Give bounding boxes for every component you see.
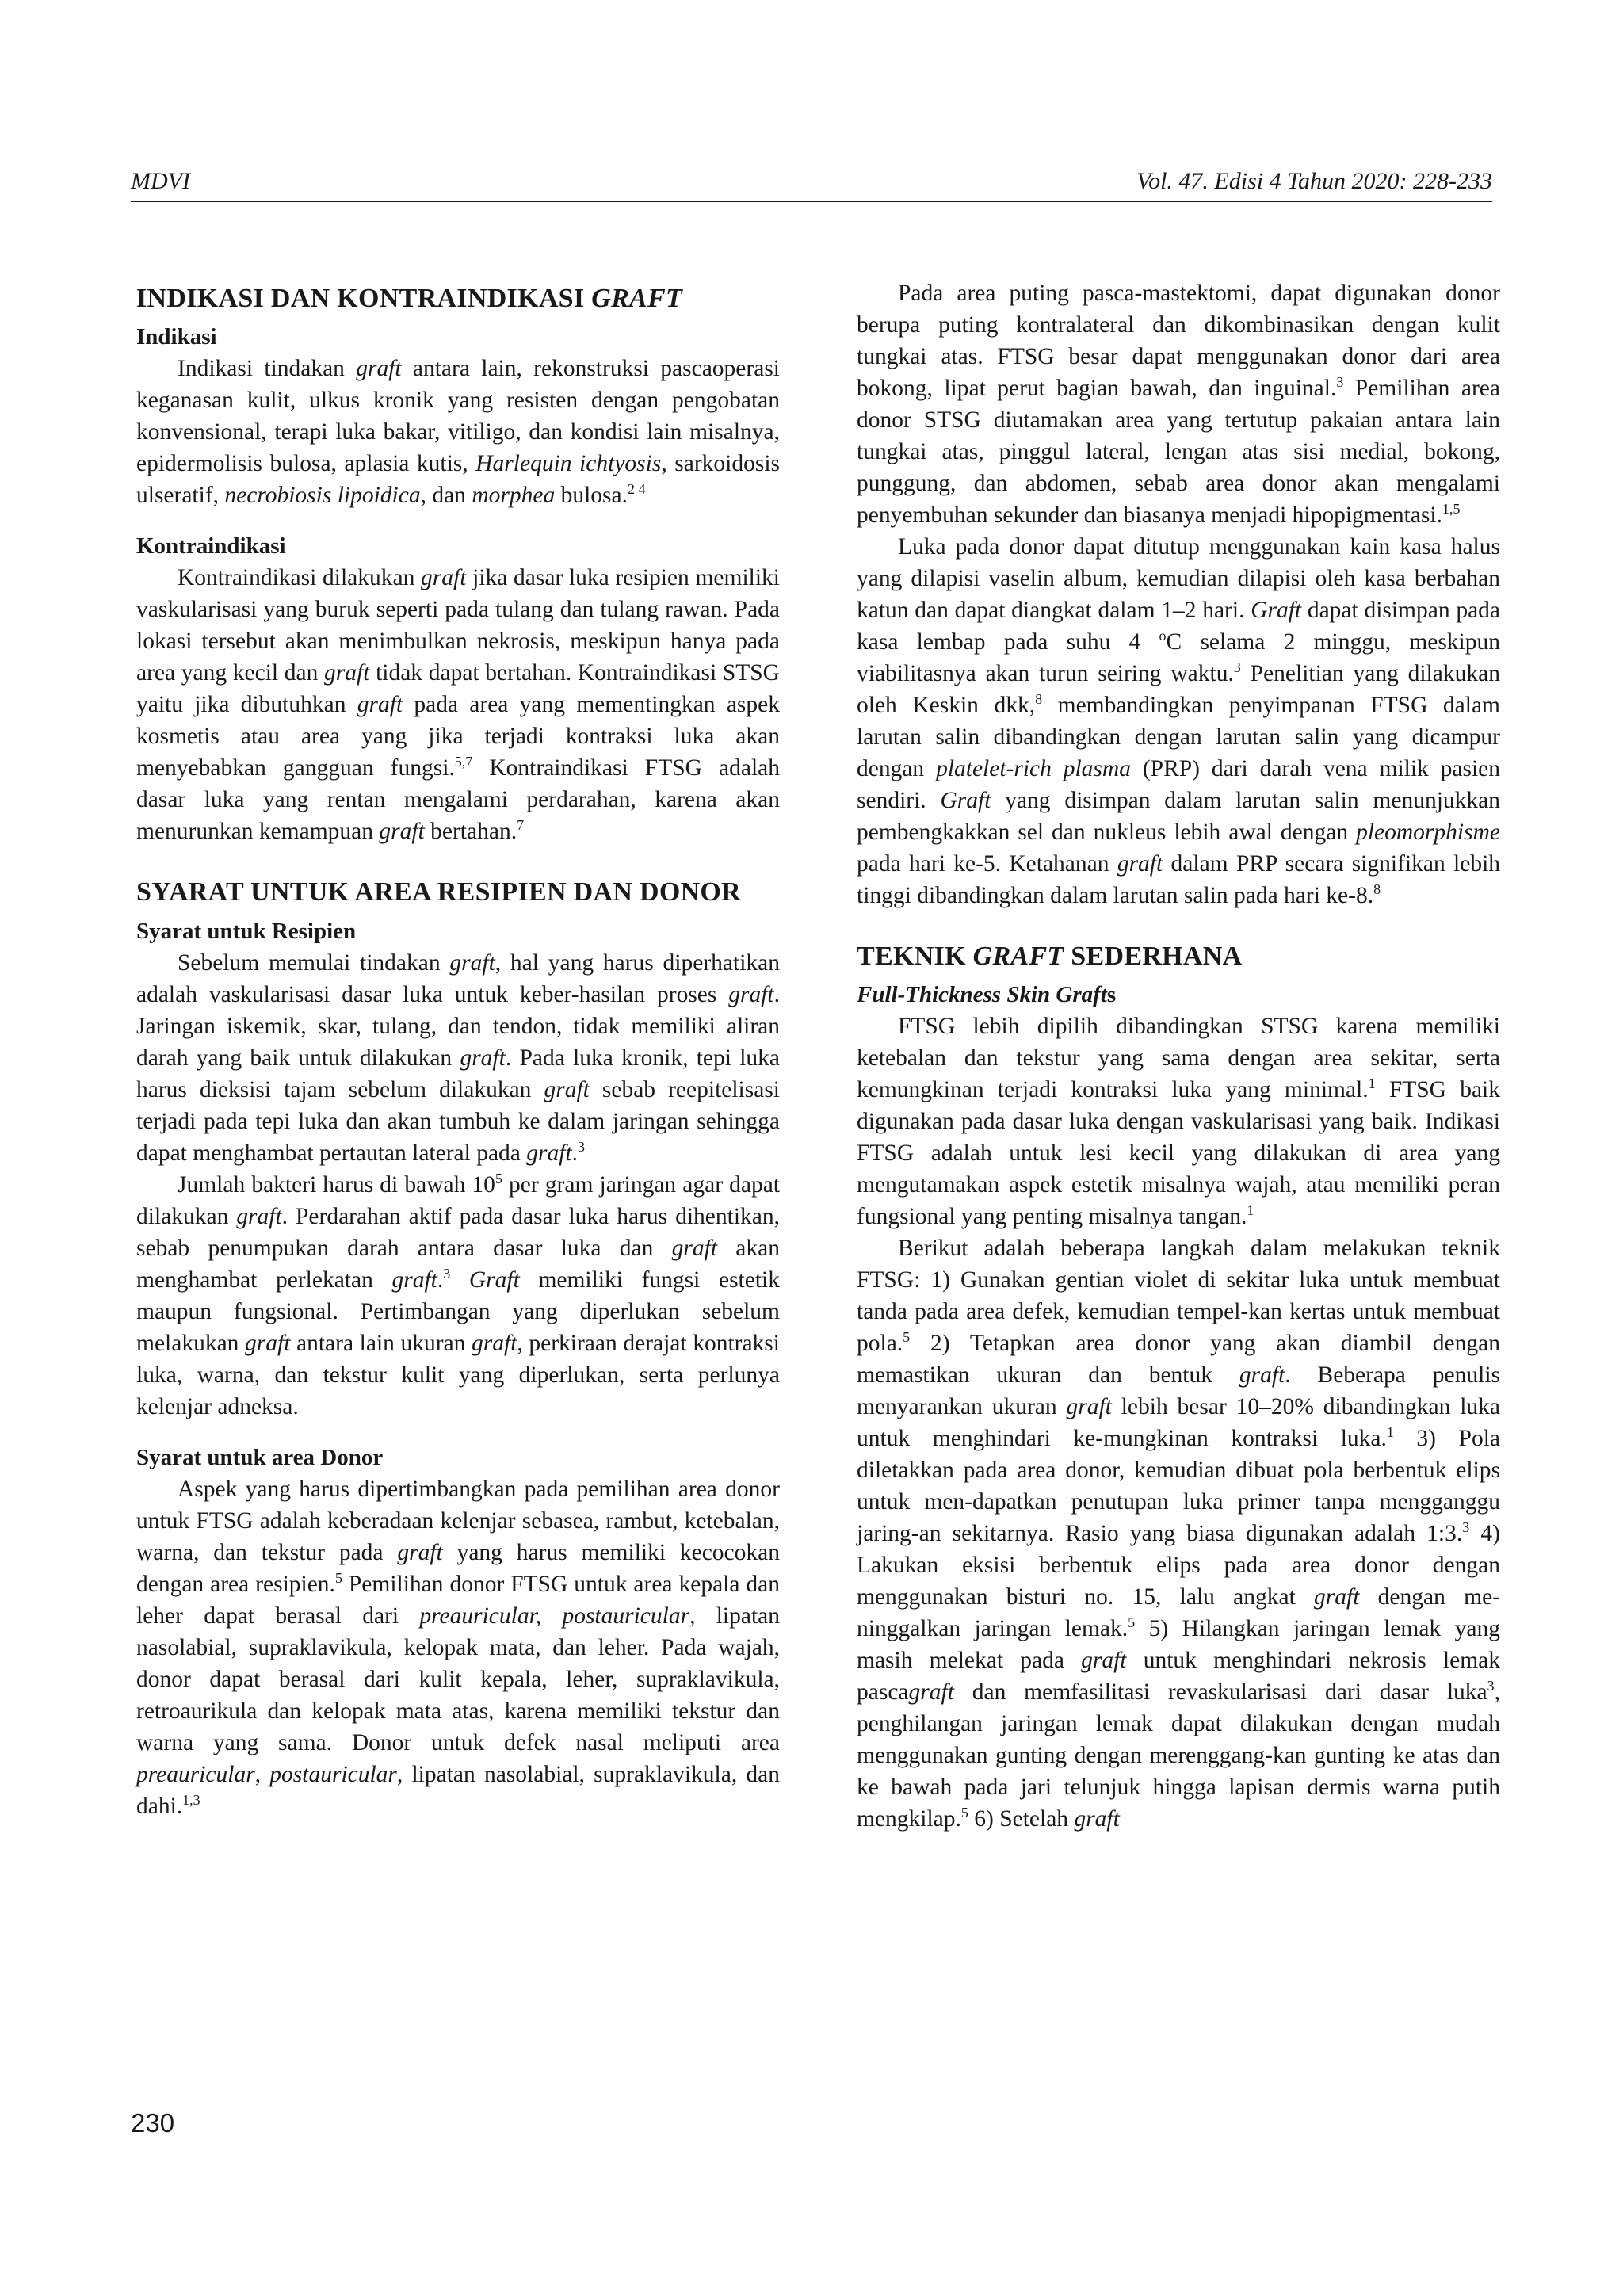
paragraph-donor-care: Luka pada donor dapat ditutup menggunakan kain kasa halus yang dilapisi vaselin album, kemudian dilapisi oleh kasa berbahan katun dan dapat diangkat dalam 1–2 hari. Graft dapat disimpan pada kasa lembap pada suhu 4 $^o$C selama 2 minggu, meskipun viabilitasnya akan turun seiring waktu.$^3$ Penelitian yang dilakukan oleh Keskin dkk,$^8$ membandingkan penyimpanan FTSG dalam larutan salin dibandingkan dengan larutan salin yang dicampur dengan platelet-rich plasma (PRP) dari darah vena milik pasien sendiri. Graft yang disimpan dalam larutan salin menunjukkan pembengkakkan sel dan nukleus lebih awal dengan pleomorphisme pada hari ke-5. Ketahanan graft dalam PRP secara signifikan lebih tinggi dibandingkan dalam larutan salin pada hari ke-8.$^8$ bbox=[857, 534, 1501, 908]
subheading-indikasi: Indikasi bbox=[136, 324, 217, 350]
volume-info: Vol. 47. Edisi 4 Tahun 2020: 228-233 bbox=[1136, 168, 1492, 194]
page-number: 230 bbox=[131, 2108, 175, 2137]
section-title-indikasi: INDIKASI DAN KONTRAINDIKASI GRAFT bbox=[136, 284, 683, 313]
subheading-ftsg: Full-Thickness Skin Grafts bbox=[857, 982, 1117, 1008]
left-column bbox=[136, 282, 780, 1822]
paragraph-resipien-1: Sebelum memulai tindakan graft, hal yang harus diperhatikan adalah vaskularisasi dasar luka untuk keber-hasilan proses graft. Jaringan iskemik, skar, tulang, dan tendon, tidak memiliki aliran darah yang baik untuk dilakukan graft. Pada luka kronik, tepi luka harus dieksisi tajam sebelum dilakukan graft sebab reepitelisasi terjadi pada tepi luka dan akan tumbuh ke dalam jaringan sehingga dapat menghambat pertautan lateral pada graft.$^3$ bbox=[136, 949, 781, 1166]
journal-name: MDVI bbox=[131, 168, 190, 194]
paragraph-resipien-2: Jumlah bakteri harus di bawah $10^5$ per gram jaringan agar dapat dilakukan graft. Perdarahan aktif pada dasar luka harus dihentikan, sebab penumpukan darah antara dasar luka dan graft akan menghambat perlekatan graft.$^3$ Graft memiliki fungsi estetik maupun fungsional. Pertimbangan yang diperlukan sebelum melakukan graft antara lain ukuran graft, perkiraan derajat kontraksi luka, warna, dan tekstur kulit yang diperlukan, serta perlunya kelenjar adneksa. bbox=[136, 1171, 780, 1419]
paragraph-ftsg-steps: Berikut adalah beberapa langkah dalam melakukan teknik FTSG: 1) Gunakan gentian violet di sekitar luka untuk membuat tanda pada area defek, kemudian tempel-kan kertas untuk membuat pola.$^5$ 2) Tetapkan area donor yang akan diambil dengan memastikan ukuran dan bentuk graft. Beberapa penulis menyarankan ukuran graft lebih besar 10–20% dibandingkan luka untuk menghindari ke-mungkinan kontraksi luka.$^1$ 3) Pola diletakkan pada area donor, kemudian dibuat pola berbentuk elips untuk men-dapatkan penutupan luka primer tanpa mengganggu jaring-an sekitarnya. Rasio yang biasa digunakan adalah 1:3.$^3$ 4) Lakukan eksisi berbentuk elips pada area donor dengan menggunakan bisturi no. 15, lalu angkat graft dengan me-ninggalkan jaringan lemak.$^5$ 5) Hilangkan jaringan lemak yang masih melekat pada graft untuk menghindari nekrosis lemak pascagraft dan memfasilitasi revaskularisasi dari dasar luka$^3$, penghilangan jaringan lemak dapat dilakukan dengan mudah menggunakan gunting dengan merenggang-kan gunting ke atas dan ke bawah pada jari telunjuk hingga lapisan dermis warna putih mengkilap.$^5$ 6) Setelah graft bbox=[857, 1236, 1501, 1832]
paragraph-indikasi: Indikasi tindakan graft antara lain, rekonstruksi pascaoperasi keganasan kulit, ulkus kronik yang resisten dengan pengobatan konvensional, terapi luka bakar, vitiligo, dan kondisi lain misalnya, epidermolisis bulosa, aplasia kutis, Harlequin ichtyosis, sarkoidosis ulseratif, necrobiosis lipoidica, dan morphea bulosa.$^{2 4}$ bbox=[136, 356, 781, 509]
subheading-resipien: Syarat untuk Resipien bbox=[136, 918, 357, 944]
section-title-syarat: SYARAT UNTUK AREA RESIPIEN DAN DONOR bbox=[136, 877, 742, 907]
subheading-kontraindikasi: Kontraindikasi bbox=[136, 533, 286, 560]
paragraph-ftsg-intro: FTSG lebih dipilih dibandingkan STSG karena memiliki ketebalan dan tekstur yang sama dengan area sekitar, serta kemungkinan terjadi kontraksi luka yang minimal.$^1$ FTSG baik digunakan pada dasar luka dengan vaskularisasi yang baik. Indikasi FTSG adalah untuk lesi kecil yang dilakukan di area yang mengutamakan aspek estetik misalnya wajah, atau memiliki peran fungsional yang penting misalnya tangan.$^1$ bbox=[857, 1014, 1500, 1230]
paragraph-donor: Aspek yang harus dipertimbangkan pada pemilihan area donor untuk FTSG adalah keberadaan kelenjar sebasea, rambut, ketebalan, warna, dan tekstur pada graft yang harus memiliki kecocokan dengan area resipien.$^5$ Pemilihan donor FTSG untuk area kepala dan leher dapat berasal dari preauricular, postauricular, lipatan nasolabial, supraklavikula, kelopak mata, dan leher. Pada wajah, donor dapat berasal dari kulit kepala, leher, supraklavikula, retroaurikula dan kelopak mata atas, karena memiliki tekstur dan warna yang sama. Donor untuk defek nasal meliputi area preauricular, postauricular, lipatan nasolabial, supraklavikula, dan dahi.$^{1,3}$ bbox=[136, 1476, 781, 1819]
header-rule bbox=[131, 201, 1492, 202]
paragraph-kontraindikasi: Kontraindikasi dilakukan graft jika dasar luka resipien memiliki vaskularisasi yang buruk seperti pada tulang dan tulang rawan. Pada lokasi tersebut akan menimbulkan nekrosis, meskipun hanya pada area yang kecil dan graft tidak dapat bertahan. Kontraindikasi STSG yaitu jika dibutuhkan graft pada area yang mementingkan aspek kosmetis atau area yang jika terjadi kontraksi luka akan menyebabkan gangguan fungsi.$^{5,7}$ Kontraindikasi FTSG adalah dasar luka yang rentan mengalami perdarahan, karena akan menurunkan kemampuan graft bertahan.$^7$ bbox=[136, 565, 780, 845]
subheading-donor: Syarat untuk area Donor bbox=[136, 1444, 384, 1470]
right-column bbox=[857, 277, 1500, 1835]
section-title-teknik: TEKNIK GRAFT SEDERHANA bbox=[857, 942, 1243, 971]
paragraph-donor-area: Pada area puting pasca-mastektomi, dapat digunakan donor berupa puting kontralateral dan dikombinasikan dengan kulit tungkai atas. FTSG besar dapat menggunakan donor dari area bokong, lipat perut bagian bawah, dan inguinal.$^3$ Pemilihan area donor STSG diutamakan area yang tertutup pakaian antara lain tungkai atas, pinggul lateral, lengan atas sisi medial, bokong, punggung, dan abdomen, sebab area donor akan mengalami penyembuhan sekunder dan biasanya menjadi hipopigmentasi.$^{1,5}$ bbox=[857, 281, 1500, 528]
